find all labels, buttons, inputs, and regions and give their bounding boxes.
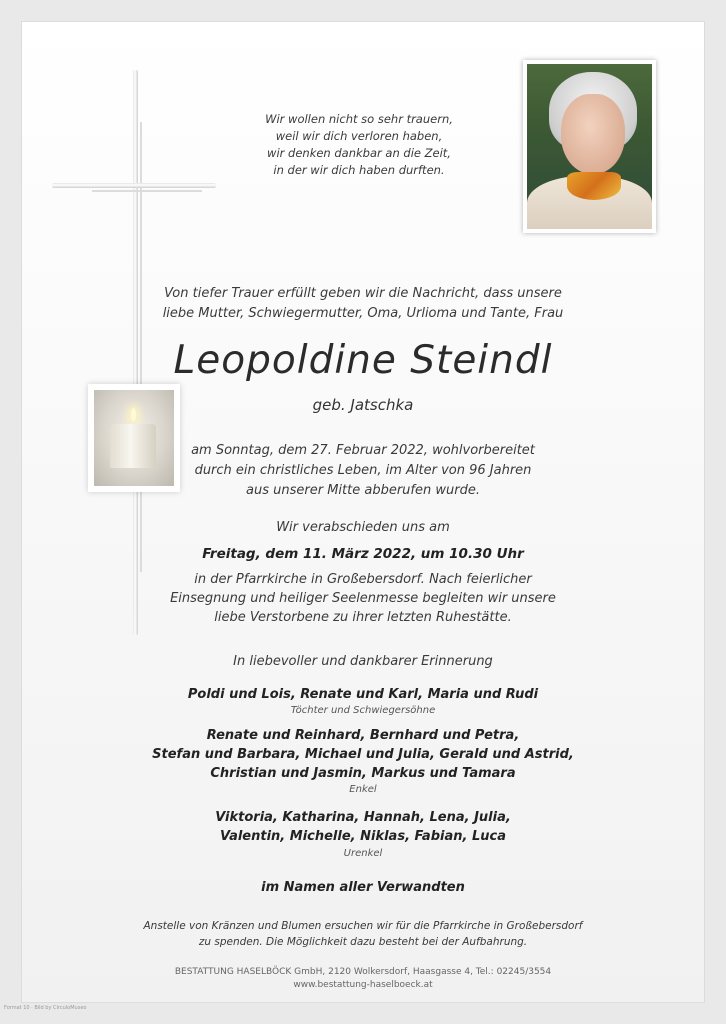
footer bbox=[0, 966, 726, 992]
funeral-details bbox=[0, 570, 726, 627]
intro-text bbox=[0, 284, 726, 324]
quote bbox=[254, 111, 464, 179]
names-line: Poldi und Lois, Renate und Karl, Maria und Rudi bbox=[187, 687, 539, 702]
note-line: zu spenden. Die Möglichkeit dazu besteht bei der Aufbahrung. bbox=[198, 936, 528, 948]
funeral-line: in der Pfarrkirche in Großebersdorf. Nach feierlicher bbox=[194, 572, 532, 587]
funeral-line: Einsegnung und heiliger Seelenmesse begleiten wir unsere bbox=[170, 591, 556, 606]
names-line: Stefan und Barbara, Michael und Julia, Gerald und Astrid, bbox=[152, 747, 574, 762]
footer-company: BESTATTUNG HASELBÖCK GmbH, 2120 Wolkersdorf, Haasgasse 4, Tel.: 02245/3554 bbox=[174, 967, 552, 977]
farewell-heading: Wir verabschieden uns am bbox=[276, 520, 450, 535]
great-grandchildren-role: Urenkel bbox=[343, 848, 383, 859]
daughters-role: Töchter und Schwiegersöhne bbox=[290, 705, 436, 716]
relatives: im Namen aller Verwandten bbox=[261, 880, 465, 895]
grandchildren-names bbox=[0, 726, 726, 783]
quote-line: in der wir dich haben durften. bbox=[273, 163, 445, 177]
grandchildren-role: Enkel bbox=[349, 784, 377, 795]
death-line: aus unserer Mitte abberufen wurde. bbox=[246, 483, 480, 498]
names-line: Renate und Reinhard, Bernhard und Petra, bbox=[206, 728, 520, 743]
great-grandchildren-names bbox=[0, 808, 726, 846]
quote-line: Wir wollen nicht so sehr trauern, bbox=[265, 112, 453, 126]
funeral-line: liebe Verstorbene zu ihrer letzten Ruhestätte. bbox=[214, 610, 512, 625]
footer-website[interactable]: www.bestattung-haselboeck.at bbox=[293, 980, 433, 990]
maiden-name: geb. Jatschka bbox=[312, 396, 414, 414]
note-line: Anstelle von Kränzen und Blumen ersuchen wir für die Pfarrkirche in Großebersdorf bbox=[143, 920, 583, 932]
death-text bbox=[0, 441, 726, 501]
names-line: Viktoria, Katharina, Hannah, Lena, Julia, bbox=[215, 810, 511, 825]
quote-line: wir denken dankbar an die Zeit, bbox=[267, 146, 451, 160]
image-credit: Format 10 · Bild by CirculoMuseo bbox=[4, 1005, 87, 1011]
daughters-names bbox=[0, 685, 726, 704]
quote-line: weil wir dich verloren haben, bbox=[275, 129, 443, 143]
deceased-name: Leopoldine Steindl bbox=[173, 338, 553, 383]
donation-note bbox=[0, 918, 726, 950]
intro-line: Von tiefer Trauer erfüllt geben wir die Nachricht, dass unsere bbox=[164, 286, 562, 301]
names-line: Valentin, Michelle, Niklas, Fabian, Luca bbox=[220, 829, 506, 844]
names-line: Christian und Jasmin, Markus und Tamara bbox=[210, 766, 516, 781]
portrait-photo bbox=[523, 60, 656, 233]
death-line: durch ein christliches Leben, im Alter von 96 Jahren bbox=[194, 463, 532, 478]
death-line: am Sonntag, dem 27. Februar 2022, wohlvorbereitet bbox=[191, 443, 535, 458]
funeral-date: Freitag, dem 11. März 2022, um 10.30 Uhr bbox=[202, 546, 524, 562]
memory-heading: In liebevoller und dankbarer Erinnerung bbox=[233, 654, 493, 669]
intro-line: liebe Mutter, Schwiegermutter, Oma, Urlioma und Tante, Frau bbox=[162, 306, 564, 321]
